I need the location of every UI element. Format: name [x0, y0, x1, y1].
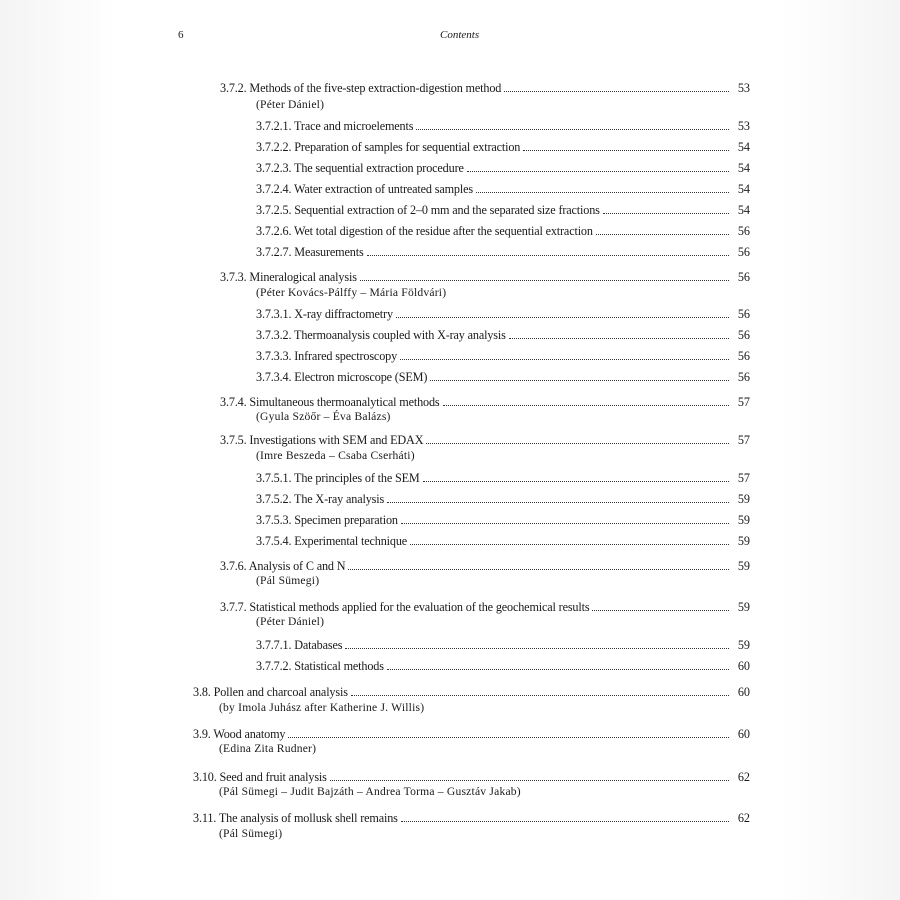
toc-page-number: 53: [737, 81, 750, 95]
toc-page-number: 56: [737, 245, 750, 259]
toc-authors: (Pál Sümegi – Judit Bajzáth – Andrea Torma – Gusztáv Jakab): [219, 785, 521, 798]
toc-entry[interactable]: [150, 223, 750, 239]
toc-entry-label: 3.7.2.6. Wet total digestion of the residue after the sequential extraction: [256, 224, 593, 238]
toc-entry-label: 3.7.3.4. Electron microscope (SEM): [256, 370, 428, 384]
toc-entry-label: 3.7.3.1. X-ray diffractometry: [256, 307, 393, 321]
dot-leader: [523, 140, 729, 151]
toc-page-number: 59: [737, 513, 750, 527]
dot-leader: [423, 471, 729, 482]
toc-page-number: 54: [737, 140, 750, 154]
toc-entry-label: 3.10. Seed and fruit analysis: [193, 770, 327, 784]
toc-page-number: 54: [737, 161, 750, 175]
dot-leader: [396, 307, 729, 318]
toc-page-number: 57: [737, 433, 750, 447]
toc-entry-label: 3.7.3. Mineralogical analysis: [220, 270, 357, 284]
toc-entry-label: 3.7.2.5. Sequential extraction of 2–0 mm and the separated size fractions: [256, 203, 600, 217]
toc-entry-label: 3.7.7.2. Statistical methods: [256, 659, 384, 673]
dot-leader: [426, 433, 729, 444]
toc-entry[interactable]: [150, 533, 750, 549]
dot-leader: [592, 600, 729, 611]
toc-entry-label: 3.9. Wood anatomy: [193, 727, 286, 741]
toc-authors: (Pál Sümegi): [256, 574, 320, 587]
toc-entry[interactable]: [150, 181, 750, 197]
toc-entry[interactable]: [150, 599, 750, 615]
toc-entry-label: 3.7.2.3. The sequential extraction procedure: [256, 161, 464, 175]
toc-entry-label: 3.7.5.3. Specimen preparation: [256, 513, 398, 527]
running-title: Contents: [440, 29, 480, 41]
dot-leader: [348, 559, 729, 570]
toc-entry-label: 3.7.2.1. Trace and microelements: [256, 119, 414, 133]
toc-page-number: 59: [737, 534, 750, 548]
toc-page-number: 57: [737, 471, 750, 485]
toc-entry-label: 3.7.3.2. Thermoanalysis coupled with X-ray analysis: [256, 328, 506, 342]
dot-leader: [367, 245, 729, 256]
toc-entry-label: 3.7.5. Investigations with SEM and EDAX: [220, 433, 424, 447]
toc-entry-label: 3.7.5.1. The principles of the SEM: [256, 471, 420, 485]
toc-page-number: 56: [737, 349, 750, 363]
toc-page-number: 54: [737, 203, 750, 217]
toc-entry-label: 3.7.2.2. Preparation of samples for sequential extraction: [256, 140, 521, 154]
dot-leader: [345, 638, 729, 649]
toc-entry-label: 3.7.4. Simultaneous thermoanalytical methods: [220, 395, 440, 409]
toc-authors: (by Imola Juhász after Katherine J. Willis): [219, 701, 425, 714]
dot-leader: [387, 659, 729, 670]
dot-leader: [410, 534, 729, 545]
toc-entry-label: 3.7.6. Analysis of C and N: [220, 559, 346, 573]
toc-entry-label: 3.8. Pollen and charcoal analysis: [193, 685, 348, 699]
toc-entry[interactable]: [150, 202, 750, 218]
toc-page-number: 60: [737, 659, 750, 673]
toc-entry-label: 3.11. The analysis of mollusk shell remains: [193, 811, 398, 825]
toc-page-number: 53: [737, 119, 750, 133]
dot-leader: [401, 811, 729, 822]
page-margin-right: [782, 0, 900, 900]
toc-entry[interactable]: [150, 810, 750, 826]
toc-page-number: 54: [737, 182, 750, 196]
toc-entry[interactable]: [150, 394, 750, 410]
toc-entry[interactable]: [150, 491, 750, 507]
toc-entry[interactable]: [150, 658, 750, 674]
toc-entry-label: 3.7.5.4. Experimental technique: [256, 534, 408, 548]
toc-entry[interactable]: [150, 684, 750, 700]
toc-entry[interactable]: [150, 80, 750, 96]
dot-leader: [603, 203, 729, 214]
toc-page-number: 57: [737, 395, 750, 409]
toc-authors: (Edina Zita Rudner): [219, 742, 317, 755]
toc-page-number: 59: [737, 559, 750, 573]
toc-entry[interactable]: [150, 327, 750, 343]
toc-entry-label: 3.7.2.4. Water extraction of untreated samples: [256, 182, 473, 196]
toc-page-number: 59: [737, 492, 750, 506]
toc-page-number: 60: [737, 727, 750, 741]
toc-entry[interactable]: [150, 470, 750, 486]
dot-leader: [430, 370, 729, 381]
toc-entry-label: 3.7.7.1. Databases: [256, 638, 343, 652]
toc-entry[interactable]: [150, 118, 750, 134]
page-number: 6: [178, 29, 184, 41]
dot-leader: [467, 161, 729, 172]
toc-entry-label: 3.7.7. Statistical methods applied for the evaluation of the geochemical results: [220, 600, 590, 614]
toc-authors: (Péter Kovács-Pálffy – Mária Földvári): [256, 286, 447, 299]
toc-page-number: 60: [737, 685, 750, 699]
toc-entry-label: 3.7.3.3. Infrared spectroscopy: [256, 349, 398, 363]
toc-entry[interactable]: [150, 769, 750, 785]
toc-authors: (Gyula Szöőr – Éva Balázs): [256, 410, 391, 423]
toc-entry[interactable]: [150, 139, 750, 155]
toc-authors: (Péter Dániel): [256, 98, 325, 111]
dot-leader: [509, 328, 729, 339]
dot-leader: [360, 270, 729, 281]
toc-entry[interactable]: [150, 306, 750, 322]
toc-page-number: 56: [737, 224, 750, 238]
dot-leader: [400, 349, 729, 360]
dot-leader: [387, 492, 729, 503]
toc-entry[interactable]: [150, 369, 750, 385]
toc-page-number: 56: [737, 328, 750, 342]
dot-leader: [443, 395, 729, 406]
toc-page-number: 56: [737, 307, 750, 321]
toc-entry[interactable]: [150, 558, 750, 574]
toc-entry[interactable]: [150, 512, 750, 528]
dot-leader: [401, 513, 729, 524]
toc-entry[interactable]: [150, 432, 750, 448]
document-page: [150, 0, 770, 900]
toc-authors: (Péter Dániel): [256, 615, 325, 628]
toc-entry[interactable]: [150, 160, 750, 176]
toc-authors: (Imre Beszeda – Csaba Cserháti): [256, 449, 415, 462]
toc-entry[interactable]: [150, 244, 750, 260]
dot-leader: [351, 685, 729, 696]
toc-page-number: 56: [737, 370, 750, 384]
toc-page-number: 59: [737, 600, 750, 614]
page-margin-left: [0, 0, 118, 900]
dot-leader: [596, 224, 729, 235]
toc-entry-label: 3.7.5.2. The X-ray analysis: [256, 492, 385, 506]
dot-leader: [476, 182, 729, 193]
dot-leader: [504, 81, 729, 92]
toc-entry[interactable]: [150, 726, 750, 742]
toc-page-number: 62: [737, 770, 750, 784]
toc-authors: (Pál Sümegi): [219, 827, 283, 840]
dot-leader: [330, 770, 729, 781]
dot-leader: [416, 119, 729, 130]
toc-entry[interactable]: [150, 348, 750, 364]
dot-leader: [288, 727, 729, 738]
toc-entry-label: 3.7.2.7. Measurements: [256, 245, 364, 259]
toc-entry[interactable]: [150, 269, 750, 285]
toc-entry-label: 3.7.2. Methods of the five-step extraction-digestion method: [220, 81, 502, 95]
toc-page-number: 62: [737, 811, 750, 825]
toc-page-number: 59: [737, 638, 750, 652]
toc-entry[interactable]: [150, 637, 750, 653]
toc-page-number: 56: [737, 270, 750, 284]
